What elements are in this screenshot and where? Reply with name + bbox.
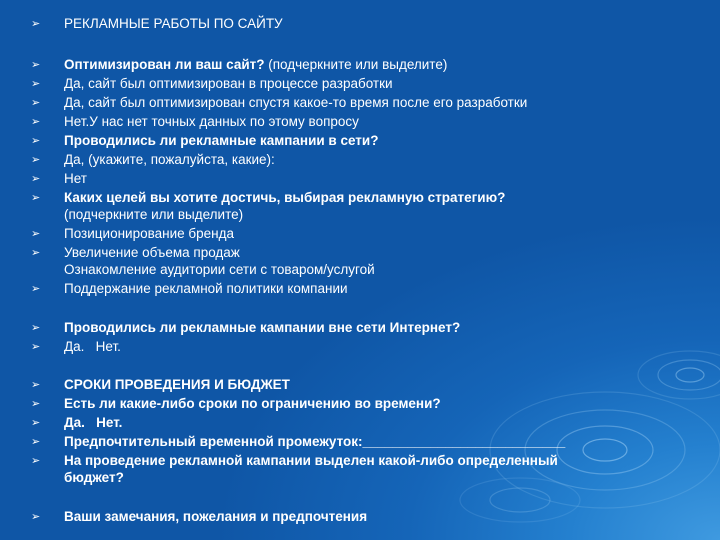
option-text: Нет.У нас нет точных данных по этому вопросу: [64, 114, 359, 129]
option-text: Да. Нет.: [64, 415, 123, 430]
question-text: На проведение рекламной кампании выделен какой-либо определенный: [64, 453, 558, 468]
bullet-arrow-icon: ➢: [31, 511, 41, 523]
bullet-arrow-icon: ➢: [31, 78, 41, 90]
question-budget-continued: бюджет?: [64, 470, 124, 485]
section-heading: СРОКИ ПРОВЕДЕНИЯ И БЮДЖЕТ: [64, 377, 290, 392]
bullet-arrow-icon: ➢: [31, 247, 41, 259]
bullet-arrow-icon: ➢: [31, 283, 41, 295]
option-text: Позиционирование бренда: [64, 226, 234, 241]
bullet-arrow-icon: ➢: [31, 18, 41, 30]
bullet-arrow-icon: ➢: [31, 135, 41, 147]
bullet-arrow-icon: ➢: [31, 59, 41, 71]
bullet-arrow-icon: ➢: [31, 341, 41, 353]
bullet-arrow-icon: ➢: [31, 436, 41, 448]
question-text: Каких целей вы хотите достичь, выбирая рекламную стратегию?: [64, 190, 506, 205]
bullet-arrow-icon: ➢: [31, 455, 41, 467]
question-optimization-label: Оптимизирован ли ваш сайт?: [64, 57, 265, 72]
option-text: Да, сайт был оптимизирован в процессе разработки: [64, 76, 393, 91]
question-optimization-hint: (подчеркните или выделите): [264, 57, 448, 72]
question-goals-hint: (подчеркните или выделите): [64, 207, 244, 222]
option-text: Поддержание рекламной политики компании: [64, 281, 348, 296]
option-text: Нет: [64, 171, 87, 186]
option-text: Да. Нет.: [64, 339, 121, 354]
option-text: Увеличение объема продаж: [64, 245, 240, 260]
bullet-arrow-icon: ➢: [31, 379, 41, 391]
option-text: Да, (укажите, пожалуйста, какие):: [64, 152, 275, 167]
bullet-arrow-icon: ➢: [31, 398, 41, 410]
question-text: Ваши замечания, пожелания и предпочтения: [64, 509, 368, 524]
goal-awareness: Ознакомление аудитории сети с товаром/услугой: [64, 262, 375, 277]
bullet-arrow-icon: ➢: [31, 228, 41, 240]
bullet-arrow-icon: ➢: [31, 192, 41, 204]
bullet-arrow-icon: ➢: [31, 173, 41, 185]
option-text: Да, сайт был оптимизирован спустя какое-то время после его разработки: [64, 95, 528, 110]
bullet-arrow-icon: ➢: [31, 322, 41, 334]
question-text: Есть ли какие-либо сроки по ограничению во времени?: [64, 396, 441, 411]
question-text: Проводились ли рекламные кампании вне сети Интернет?: [64, 320, 461, 335]
bullet-arrow-icon: ➢: [31, 116, 41, 128]
bullet-arrow-icon: ➢: [31, 417, 41, 429]
question-text: Предпочтительный временной промежуток:___________________________: [64, 434, 566, 449]
bullet-arrow-icon: ➢: [31, 154, 41, 166]
slide-title: РЕКЛАМНЫЕ РАБОТЫ ПО САЙТУ: [64, 16, 283, 31]
bullet-arrow-icon: ➢: [31, 97, 41, 109]
question-text: Проводились ли рекламные кампании в сети?: [64, 133, 379, 148]
